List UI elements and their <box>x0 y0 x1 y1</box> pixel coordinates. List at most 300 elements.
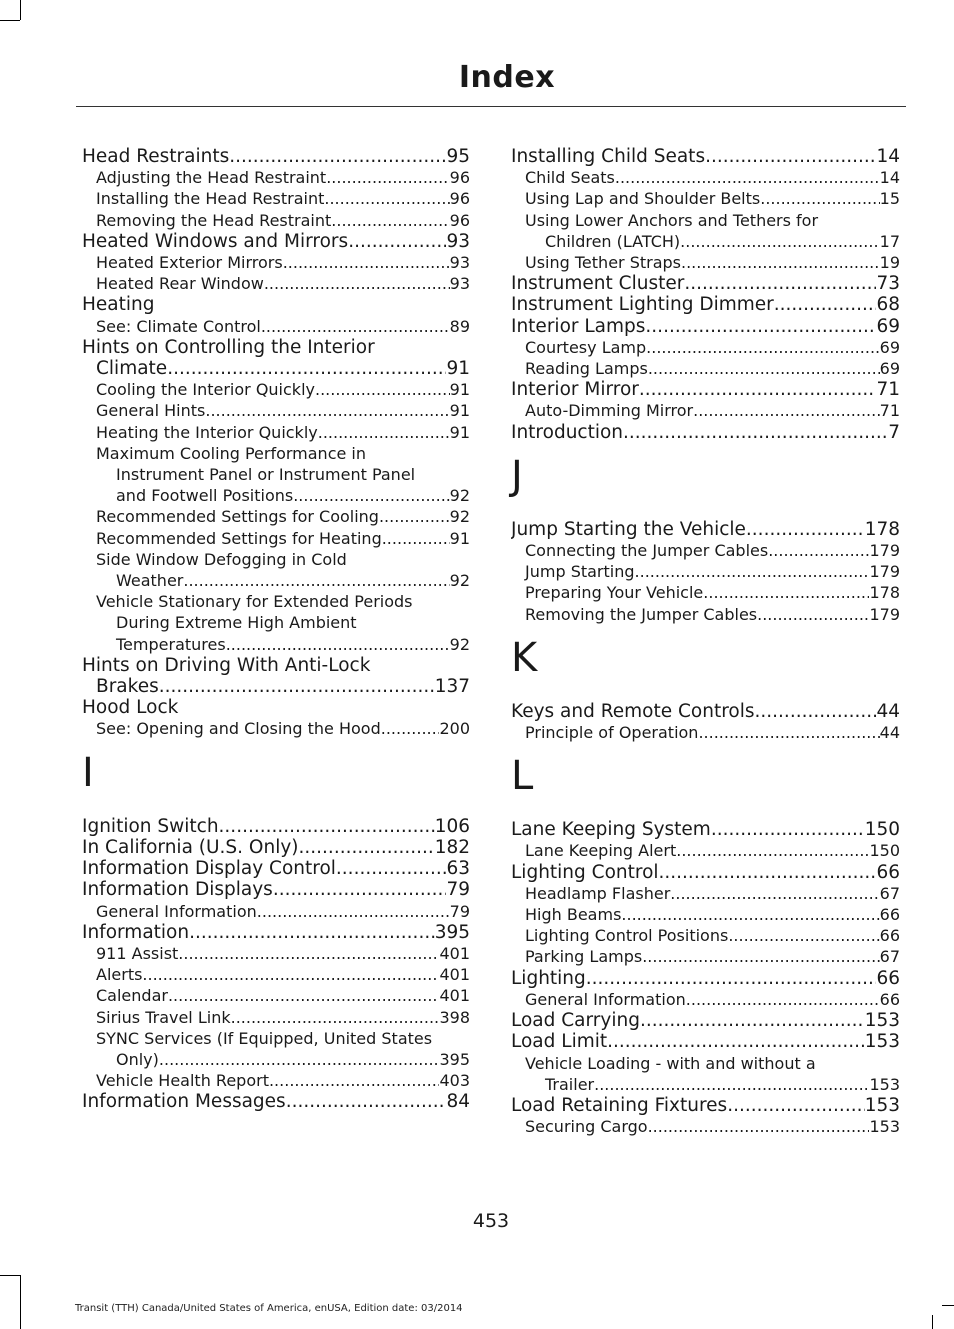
entry-page-number: 79 <box>449 901 470 921</box>
entry-label: Heated Exterior Mirrors <box>96 253 283 273</box>
entry-label: In California (U.S. Only) <box>82 836 299 858</box>
dot-leader <box>257 901 450 922</box>
entry-label: General Information <box>96 901 257 921</box>
entry-page-number: 84 <box>446 1091 470 1113</box>
entry-page-number: 68 <box>876 294 900 316</box>
index-subentry <box>82 549 470 570</box>
dot-leader <box>324 188 449 209</box>
entry-label: See: Opening and Closing the Hood <box>96 719 381 739</box>
entry-page-number: 93 <box>446 230 470 252</box>
index-subentry <box>511 252 900 273</box>
index-subentry <box>82 188 470 209</box>
dot-leader <box>269 1070 439 1091</box>
entry-page-number: 89 <box>449 316 470 336</box>
crop-mark-bottom-right-v1 <box>932 1315 933 1329</box>
entry-label: Vehicle Health Report <box>96 1071 269 1091</box>
index-subentry <box>82 1070 470 1091</box>
dot-leader <box>659 862 877 883</box>
entry-page-number: 92 <box>449 634 470 654</box>
dot-leader <box>264 273 450 294</box>
index-entry <box>82 858 470 879</box>
page-number: 453 <box>472 1210 510 1232</box>
index-entry <box>82 655 470 676</box>
index-subentry <box>82 634 470 655</box>
entry-label: During Extreme High Ambient <box>116 613 357 633</box>
dot-leader <box>189 922 435 943</box>
crop-mark-bottom-left-tick <box>20 1316 21 1329</box>
entry-page-number: 401 <box>439 986 470 1006</box>
index-entry <box>82 816 470 837</box>
entry-label: Heating the Interior Quickly <box>96 422 318 442</box>
entry-page-number: 153 <box>864 1094 900 1116</box>
entry-page-number: 200 <box>439 719 470 739</box>
entry-page-number: 14 <box>876 146 900 167</box>
dot-leader <box>698 722 879 743</box>
entry-page-number: 96 <box>449 210 470 230</box>
index-subentry <box>82 485 470 506</box>
entry-label: Lighting <box>511 967 586 989</box>
dot-leader <box>774 294 877 315</box>
entry-label: Load Carrying <box>511 1010 640 1032</box>
dot-leader <box>231 1007 440 1028</box>
entry-page-number: 73 <box>876 273 900 295</box>
index-subentry <box>82 443 470 464</box>
dot-leader <box>746 519 865 540</box>
crop-mark-top-left-h <box>0 20 20 21</box>
index-entry <box>511 1031 900 1052</box>
dot-leader <box>676 840 869 861</box>
dot-leader <box>727 1095 864 1116</box>
index-subentry <box>82 422 470 443</box>
index-entry <box>511 316 900 337</box>
dot-leader <box>331 210 449 231</box>
index-letter-heading: L <box>511 753 534 800</box>
entry-label: Introduction <box>511 421 624 443</box>
entry-page-number: 153 <box>869 1074 900 1094</box>
entry-label: General Hints <box>96 401 206 421</box>
dot-leader <box>645 316 876 337</box>
entry-label: Vehicle Loading - with and without a <box>525 1053 816 1073</box>
entry-page-number: 178 <box>869 583 900 603</box>
entry-page-number: 92 <box>449 571 470 591</box>
dot-leader <box>226 634 450 655</box>
entry-page-number: 69 <box>879 359 900 379</box>
entry-page-number: 66 <box>876 861 900 883</box>
entry-page-number: 91 <box>449 528 470 548</box>
entry-page-number: 96 <box>449 189 470 209</box>
entry-page-number: 178 <box>864 518 900 540</box>
entry-page-number: 44 <box>879 723 900 743</box>
entry-page-number: 395 <box>434 921 470 943</box>
entry-label: Side Window Defogging in Cold <box>96 549 347 569</box>
index-subentry <box>82 464 470 485</box>
entry-page-number: 182 <box>434 836 470 858</box>
index-entry <box>511 422 900 443</box>
entry-label: Child Seats <box>525 168 615 188</box>
dot-leader <box>167 358 446 379</box>
entry-label: Information Displays <box>82 879 273 901</box>
dot-leader <box>326 167 449 188</box>
dot-leader <box>607 1031 865 1052</box>
index-subentry <box>511 358 900 379</box>
index-subentry <box>82 964 470 985</box>
index-subentry <box>511 231 900 252</box>
page-title: Index <box>458 60 556 95</box>
dot-leader <box>681 252 880 273</box>
footer-edition: Transit (TTH) Canada/United States of America, enUSA, Edition date: 03/2014 <box>75 1303 463 1314</box>
entry-page-number: 179 <box>869 604 900 624</box>
dot-leader <box>142 964 439 985</box>
dot-leader <box>621 904 879 925</box>
entry-page-number: 153 <box>864 1010 900 1032</box>
index-subentry <box>82 400 470 421</box>
dot-leader <box>183 570 449 591</box>
index-subentry <box>511 540 900 561</box>
index-subentry <box>82 901 470 922</box>
dot-leader <box>315 379 450 400</box>
index-entry <box>511 273 900 294</box>
index-letter-heading: K <box>511 634 538 681</box>
index-entry <box>82 294 470 315</box>
index-subentry <box>82 273 470 294</box>
index-subentry <box>82 1007 470 1028</box>
dot-leader <box>382 528 450 549</box>
entry-label: Lighting Control Positions <box>525 926 729 946</box>
entry-label: Climate <box>96 358 168 380</box>
index-subentry <box>511 904 900 925</box>
entry-page-number: 137 <box>434 676 470 698</box>
entry-label: Removing the Head Restraint <box>96 210 332 230</box>
index-subentry <box>511 925 900 946</box>
dot-leader <box>586 968 877 989</box>
entry-page-number: 92 <box>449 507 470 527</box>
entry-page-number: 96 <box>449 168 470 188</box>
index-entry <box>82 879 470 900</box>
entry-label: Hints on Driving With Anti-Lock <box>82 654 371 676</box>
entry-page-number: 19 <box>879 253 900 273</box>
index-subentry <box>82 570 470 591</box>
entry-label: Recommended Settings for Heating <box>96 528 382 548</box>
entry-label: Sirius Travel Link <box>96 1007 231 1027</box>
entry-page-number: 106 <box>434 815 470 837</box>
index-entry <box>82 676 470 697</box>
dot-leader <box>293 485 449 506</box>
entry-label: Head Restraints <box>82 146 230 167</box>
dot-leader <box>168 985 440 1006</box>
index-subentry <box>82 612 470 633</box>
dot-leader <box>635 561 870 582</box>
index-subentry <box>511 1116 900 1137</box>
entry-page-number: 15 <box>879 189 900 209</box>
entry-page-number: 153 <box>869 1117 900 1137</box>
dot-leader <box>648 358 880 379</box>
entry-label: Ignition Switch <box>82 815 219 837</box>
index-subentry <box>511 582 900 603</box>
entry-label: Lane Keeping Alert <box>525 841 677 861</box>
index-entry <box>82 358 470 379</box>
index-entry <box>511 819 900 840</box>
index-entry <box>511 379 900 400</box>
entry-page-number: 179 <box>869 541 900 561</box>
dot-leader <box>594 1074 869 1095</box>
entry-label: Removing the Jumper Cables <box>525 604 758 624</box>
entry-label: Courtesy Lamp <box>525 337 647 357</box>
dot-leader <box>273 879 447 900</box>
entry-page-number: 93 <box>449 253 470 273</box>
crop-mark-top-left-v <box>20 0 21 20</box>
entry-page-number: 79 <box>446 879 470 901</box>
index-subentry <box>82 316 470 337</box>
entry-label: Parking Lamps <box>525 947 643 967</box>
dot-leader <box>336 858 447 879</box>
entry-label: Adjusting the Head Restraint <box>96 168 327 188</box>
entry-label: Heated Rear Window <box>96 274 264 294</box>
entry-label: Jump Starting <box>525 562 635 582</box>
index-subentry <box>82 591 470 612</box>
index-column-right <box>511 146 900 1137</box>
index-entry <box>82 922 470 943</box>
entry-label: Auto-Dimming Mirror <box>525 401 694 421</box>
index-subentry <box>511 883 900 904</box>
entry-label: Installing the Head Restraint <box>96 189 325 209</box>
entry-page-number: 69 <box>876 315 900 337</box>
dot-leader <box>318 422 450 443</box>
dot-leader <box>684 273 876 294</box>
index-subentry <box>511 604 900 625</box>
entry-label: Alerts <box>96 965 143 985</box>
index-entry <box>511 519 900 540</box>
entry-label: Interior Lamps <box>511 315 646 337</box>
entry-label: Temperatures <box>116 634 226 654</box>
entry-page-number: 66 <box>879 926 900 946</box>
index-subentry <box>82 718 470 739</box>
dot-leader <box>178 943 439 964</box>
entry-label: Information <box>82 921 190 943</box>
dot-leader <box>159 1049 440 1070</box>
entry-label: Interior Mirror <box>511 379 639 401</box>
entry-label: Vehicle Stationary for Extended Periods <box>96 592 413 612</box>
entry-page-number: 7 <box>888 421 900 443</box>
entry-label: Instrument Panel or Instrument Panel <box>116 465 416 485</box>
entry-page-number: 179 <box>869 562 900 582</box>
dot-leader <box>642 946 879 967</box>
dot-leader <box>760 188 879 209</box>
entry-label: Information Display Control <box>82 858 336 880</box>
entry-label: Hints on Controlling the Interior <box>82 336 375 358</box>
entry-label: Instrument Lighting Dimmer <box>511 294 774 316</box>
index-subentry <box>511 722 900 743</box>
index-subentry <box>82 252 470 273</box>
entry-label: Trailer <box>545 1074 595 1094</box>
entry-page-number: 44 <box>876 700 900 722</box>
entry-label: Brakes <box>96 676 159 698</box>
entry-label: Hood Lock <box>82 697 179 719</box>
index-entry <box>511 1010 900 1031</box>
entry-page-number: 403 <box>439 1071 470 1091</box>
entry-label: High Beams <box>525 905 622 925</box>
index-subentry <box>82 528 470 549</box>
index-subentry <box>511 989 900 1010</box>
dot-leader <box>299 837 435 858</box>
index-subentry <box>82 943 470 964</box>
index-letter-heading: J <box>511 452 523 499</box>
entry-label: See: Climate Control <box>96 316 261 336</box>
entry-label: Instrument Cluster <box>511 273 685 295</box>
entry-label: Children (LATCH) <box>545 231 681 251</box>
entry-label: Lane Keeping System <box>511 819 711 841</box>
dot-leader <box>693 400 880 421</box>
entry-label: Cooling the Interior Quickly <box>96 380 315 400</box>
dot-leader <box>286 1091 447 1112</box>
entry-label: Weather <box>116 571 184 591</box>
index-subentry <box>511 188 900 209</box>
entry-page-number: 398 <box>439 1007 470 1027</box>
dot-leader <box>757 604 869 625</box>
entry-page-number: 67 <box>879 947 900 967</box>
dot-leader <box>703 582 869 603</box>
index-entry <box>82 146 470 167</box>
dot-leader <box>159 676 435 697</box>
entry-label: Using Tether Straps <box>525 253 681 273</box>
dot-leader <box>205 400 449 421</box>
index-subentry <box>511 400 900 421</box>
index-entry <box>82 231 470 252</box>
entry-label: Heating <box>82 294 155 316</box>
entry-page-number: 71 <box>879 401 900 421</box>
index-subentry <box>511 840 900 861</box>
dot-leader <box>648 1116 870 1137</box>
entry-page-number: 66 <box>879 989 900 1009</box>
index-subentry <box>82 210 470 231</box>
entry-label: Lighting Control <box>511 861 659 883</box>
index-subentry <box>82 1049 470 1070</box>
index-entry <box>82 697 470 718</box>
dot-leader <box>381 718 440 739</box>
entry-label: Heated Windows and Mirrors <box>82 230 349 252</box>
entry-label: and Footwell Positions <box>116 486 294 506</box>
entry-page-number: 92 <box>449 486 470 506</box>
entry-label: Preparing Your Vehicle <box>525 583 704 603</box>
index-subentry <box>82 167 470 188</box>
entry-label: Principle of Operation <box>525 723 699 743</box>
entry-page-number: 14 <box>879 168 900 188</box>
entry-page-number: 401 <box>439 965 470 985</box>
entry-label: Headlamp Flasher <box>525 883 671 903</box>
entry-label: SYNC Services (If Equipped, United States <box>96 1028 433 1048</box>
entry-page-number: 91 <box>446 358 470 380</box>
crop-mark-bottom-left-h <box>0 1275 20 1276</box>
index-entry <box>82 1091 470 1112</box>
entry-page-number: 91 <box>449 380 470 400</box>
entry-label: Connecting the Jumper Cables <box>525 541 769 561</box>
entry-label: Load Limit <box>511 1031 608 1053</box>
entry-label: Information Messages <box>82 1091 286 1113</box>
entry-label: Load Retaining Fixtures <box>511 1094 728 1116</box>
entry-label: Using Lower Anchors and Tethers for <box>525 210 819 230</box>
index-subentry <box>82 506 470 527</box>
index-column-left <box>82 146 470 1113</box>
dot-leader <box>219 816 435 837</box>
entry-page-number: 395 <box>439 1049 470 1069</box>
index-subentry <box>511 1074 900 1095</box>
entry-page-number: 17 <box>879 231 900 251</box>
entry-label: Reading Lamps <box>525 359 648 379</box>
entry-label: Recommended Settings for Cooling <box>96 507 379 527</box>
index-entry <box>511 294 900 315</box>
entry-page-number: 153 <box>864 1031 900 1053</box>
entry-page-number: 67 <box>879 883 900 903</box>
dot-leader <box>229 146 446 167</box>
entry-page-number: 63 <box>446 858 470 880</box>
entry-label: Maximum Cooling Performance in <box>96 443 367 463</box>
dot-leader <box>711 819 865 840</box>
entry-page-number: 66 <box>876 967 900 989</box>
entry-page-number: 91 <box>449 401 470 421</box>
dot-leader <box>615 167 880 188</box>
entry-page-number: 66 <box>879 905 900 925</box>
index-subentry <box>82 985 470 1006</box>
dot-leader <box>639 379 877 400</box>
index-subentry <box>511 167 900 188</box>
crop-mark-bottom-right-h <box>942 1305 954 1306</box>
entry-page-number: 150 <box>869 841 900 861</box>
dot-leader <box>283 252 450 273</box>
dot-leader <box>640 1010 865 1031</box>
dot-leader <box>670 883 879 904</box>
index-entry <box>511 146 900 167</box>
entry-label: Calendar <box>96 986 168 1006</box>
entry-label: Using Lap and Shoulder Belts <box>525 189 761 209</box>
entry-page-number: 150 <box>864 819 900 841</box>
dot-leader <box>705 146 876 167</box>
entry-label: General Information <box>525 989 686 1009</box>
index-subentry <box>82 1028 470 1049</box>
entry-label: Securing Cargo <box>525 1117 648 1137</box>
dot-leader <box>261 316 450 337</box>
title-divider <box>76 106 906 107</box>
entry-label: Keys and Remote Controls <box>511 700 755 722</box>
dot-leader <box>623 422 888 443</box>
entry-label: Installing Child Seats <box>511 146 706 167</box>
index-subentry <box>82 379 470 400</box>
index-subentry <box>511 946 900 967</box>
dot-leader <box>646 337 879 358</box>
entry-label: 911 Assist <box>96 943 179 963</box>
dot-leader <box>680 231 879 252</box>
entry-label: Only) <box>116 1049 159 1069</box>
index-entry <box>511 1095 900 1116</box>
index-subentry <box>511 210 900 231</box>
entry-page-number: 95 <box>446 146 470 167</box>
index-letter-heading: I <box>82 749 94 796</box>
index-entry <box>82 337 470 358</box>
index-entry <box>511 701 900 722</box>
entry-page-number: 93 <box>449 274 470 294</box>
index-subentry <box>511 337 900 358</box>
dot-leader <box>348 231 446 252</box>
index-subentry <box>511 561 900 582</box>
entry-label: Jump Starting the Vehicle <box>511 518 746 540</box>
entry-page-number: 71 <box>876 379 900 401</box>
entry-page-number: 69 <box>879 337 900 357</box>
index-entry <box>511 968 900 989</box>
dot-leader <box>755 701 877 722</box>
entry-page-number: 91 <box>449 422 470 442</box>
index-subentry <box>511 1053 900 1074</box>
dot-leader <box>728 925 879 946</box>
index-entry <box>511 862 900 883</box>
entry-page-number: 401 <box>439 943 470 963</box>
